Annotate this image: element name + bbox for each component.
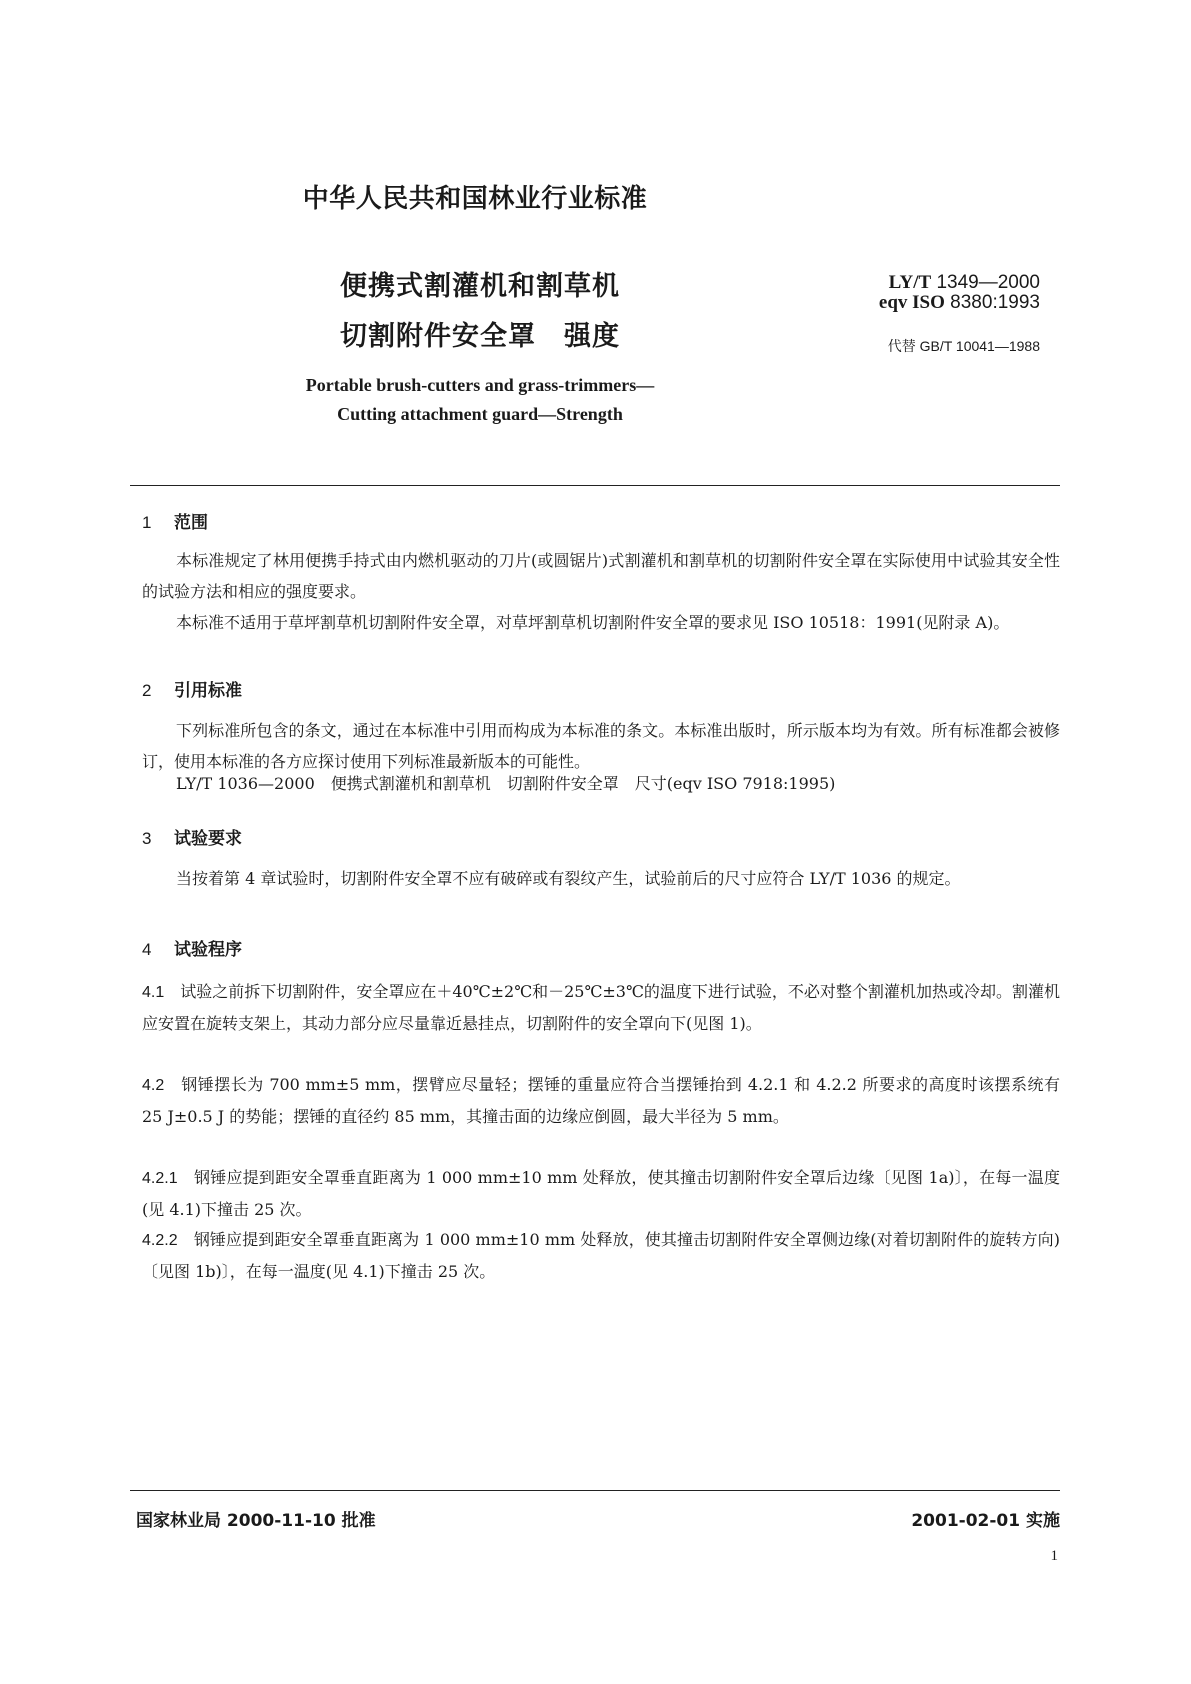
clause-4-2 [142, 1069, 1060, 1132]
clause-number: 4.2.1 [142, 1170, 178, 1187]
section-2-heading [142, 676, 242, 701]
effective-date: 2001-02-01 实施 [911, 1511, 1060, 1531]
clause-number: 4.1 [142, 984, 165, 1001]
header-divider [130, 485, 1060, 486]
clause-text: 钢锤应提到距安全罩垂直距离为 1 000 mm±10 mm 处释放，使其撞击切割附件安全罩侧边缘(对着切割附件的旋转方向)〔见图 1b)〕，在每一温度(见 4.1)下撞击 25 次。 [142, 1230, 1060, 1281]
section-number: 1 [142, 513, 152, 532]
equivalent-number: 8380:1993 [950, 292, 1040, 313]
section-2-paragraph-1: 下列标准所包含的条文，通过在本标准中引用而构成为本标准的条文。本标准出版时，所示版本均为有效。所有标准都会被修订，使用本标准的各方应探讨使用下列标准最新版本的可能性。 [142, 721, 1060, 771]
section-number: 4 [142, 940, 152, 959]
section-title: 试验程序 [174, 940, 242, 960]
cn-title-line-2: 切割附件安全罩 强度 [340, 321, 620, 352]
section-3-paragraph-1: 当按着第 4 章试验时，切割附件安全罩不应有破碎或有裂纹产生，试验前后的尺寸应符合 LY/T 1036 的规定。 [176, 869, 961, 888]
clause-4-2-1 [142, 1162, 1060, 1225]
page-number: 1 [1050, 1548, 1058, 1564]
equivalent-prefix: eqv ISO [878, 292, 945, 313]
footer-divider [130, 1490, 1060, 1491]
en-title-line-2: Cutting attachment guard—Strength [337, 404, 623, 424]
section-3-heading [142, 824, 242, 849]
standard-code [820, 272, 1040, 294]
clause-text: 试验之前拆下切割附件，安全罩应在＋40℃±2℃和－25℃±3℃的温度下进行试验，不必对整个割灌机加热或冷却。割灌机应安置在旋转支架上，其动力部分应尽量靠近悬挂点，切割附件的安全罩向下(见图 1)。 [142, 982, 1060, 1033]
clause-4-1 [142, 976, 1060, 1039]
section-title: 引用标准 [174, 681, 242, 701]
standard-code-number: 1349—2000 [936, 272, 1040, 293]
clause-number: 4.2 [142, 1077, 165, 1094]
clause-number: 4.2.2 [142, 1232, 178, 1249]
section-1-heading [142, 508, 208, 533]
replaces-standard: 代替 GB/T 10041—1988 [887, 338, 1040, 354]
section-4-heading [142, 935, 242, 960]
issuer-heading: 中华人民共和国林业行业标准 [302, 184, 648, 214]
clause-text: 钢锤应提到距安全罩垂直距离为 1 000 mm±10 mm 处释放，使其撞击切割附件安全罩后边缘〔见图 1a)〕，在每一温度(见 4.1)下撞击 25 次。 [142, 1168, 1060, 1219]
cn-title-line-1: 便携式割灌机和割草机 [340, 271, 620, 302]
section-number: 2 [142, 681, 152, 700]
section-number: 3 [142, 829, 152, 848]
section-title: 试验要求 [174, 829, 242, 849]
section-title: 范围 [174, 513, 208, 533]
standard-code-prefix: LY/T [888, 272, 932, 293]
en-title-line-1: Portable brush-cutters and grass-trimmers— [305, 375, 655, 395]
referenced-standard: LY/T 1036—2000 便携式割灌机和割草机 切割附件安全罩 尺寸(eqv ISO 7918:1995) [176, 774, 836, 793]
approval-date: 国家林业局 2000-11-10 批准 [136, 1511, 376, 1531]
equivalent-standard [820, 292, 1040, 314]
section-1-paragraph-1: 本标准规定了林用便携手持式由内燃机驱动的刀片(或圆锯片)式割灌机和割草机的切割附件安全罩在实际使用中试验其安全性的试验方法和相应的强度要求。 [142, 551, 1060, 601]
clause-text: 钢锤摆长为 700 mm±5 mm，摆臂应尽量轻；摆锤的重量应符合当摆锤抬到 4.2.1 和 4.2.2 所要求的高度时该摆系统有 25 J±0.5 J 的势能；摆锤的直径约 85 mm，其撞击面的边缘应倒圆，最大半径为 5 mm。 [142, 1075, 1060, 1126]
section-1-paragraph-2: 本标准不适用于草坪割草机切割附件安全罩，对草坪割草机切割附件安全罩的要求见 ISO 10518：1991(见附录 A)。 [176, 613, 1010, 632]
clause-4-2-2 [142, 1224, 1060, 1287]
